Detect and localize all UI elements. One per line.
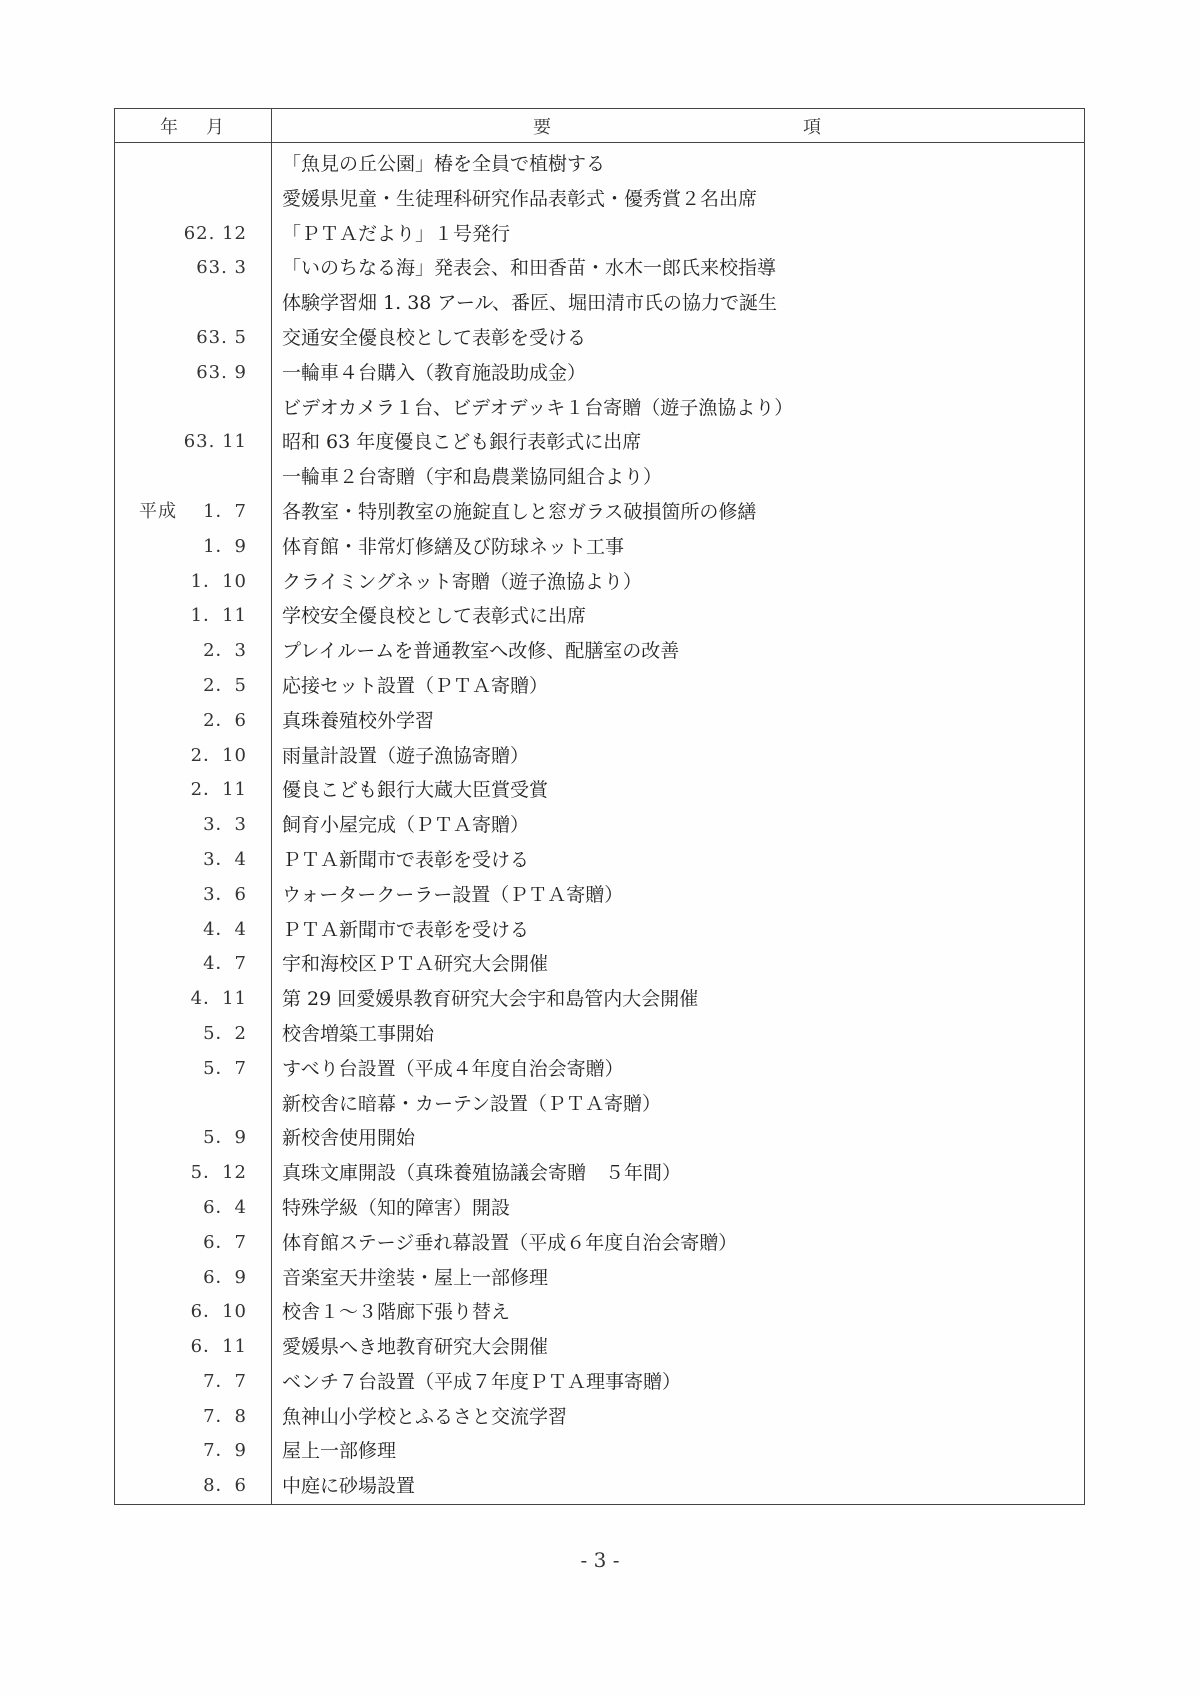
- date-cell: [115, 843, 272, 878]
- date-cell: [115, 982, 272, 1017]
- era-label: [115, 425, 139, 460]
- item-cell: クライミングネット寄贈（遊子漁協より）: [272, 565, 1085, 600]
- date-cell: [115, 1365, 272, 1400]
- item-cell: 愛媛県児童・生徒理科研究作品表彰式・優秀賞２名出席: [272, 182, 1085, 217]
- item-cell: 雨量計設置（遊子漁協寄贈）: [272, 739, 1085, 774]
- date-cell: [115, 1261, 272, 1296]
- date-cell-content: [115, 1365, 247, 1400]
- table-row: [115, 1469, 1085, 1504]
- date-value: 2．11: [190, 779, 247, 801]
- date-cell-content: [115, 217, 247, 252]
- table-row: [115, 460, 1085, 495]
- era-label: [115, 773, 139, 808]
- date-value: 8．6: [203, 1475, 247, 1497]
- era-label: [115, 599, 139, 634]
- table-row: [115, 1226, 1085, 1261]
- date-value: 1．7: [203, 500, 247, 522]
- era-label: [115, 1052, 139, 1087]
- item-cell: 体験学習畑 1. 38 アール、番匠、堀田清市氏の協力で誕生: [272, 286, 1085, 321]
- item-cell: 新校舎使用開始: [272, 1121, 1085, 1156]
- date-cell-content: [115, 1017, 247, 1052]
- date-cell-content: [115, 565, 247, 600]
- date-cell-content: [115, 1191, 247, 1226]
- table-row: [115, 878, 1085, 913]
- table-row: [115, 1191, 1085, 1226]
- date-value: 4．4: [203, 918, 247, 940]
- item-cell: 各教室・特別教室の施錠直しと窓ガラス破損箇所の修繕: [272, 495, 1085, 530]
- era-label: [115, 217, 139, 252]
- date-cell: [115, 704, 272, 739]
- era-label: [115, 1017, 139, 1052]
- date-value: 63. 3: [196, 257, 247, 279]
- date-value: 1．11: [190, 605, 247, 627]
- item-cell: 体育館・非常灯修繕及び防球ネット工事: [272, 530, 1085, 565]
- era-label: [115, 1469, 139, 1504]
- table-row: [115, 669, 1085, 704]
- date-cell: [115, 1295, 272, 1330]
- item-cell: 第 29 回愛媛県教育研究大会宇和島管内大会開催: [272, 982, 1085, 1017]
- era-label: [115, 704, 139, 739]
- date-cell-content: [115, 947, 247, 982]
- table-row: [115, 599, 1085, 634]
- date-value: 3．3: [203, 814, 247, 836]
- era-label: [115, 808, 139, 843]
- date-cell-content: [115, 251, 247, 286]
- era-label: [115, 982, 139, 1017]
- date-cell-content: [115, 634, 247, 669]
- era-label: [115, 1330, 139, 1365]
- date-cell-content: [115, 1261, 247, 1296]
- date-cell: [115, 391, 272, 426]
- era-label: [115, 1434, 139, 1469]
- item-cell: 応接セット設置（ＰＴＡ寄贈）: [272, 669, 1085, 704]
- date-cell: [115, 425, 272, 460]
- table-row: [115, 1261, 1085, 1296]
- table-row: [115, 495, 1085, 530]
- date-cell-content: [115, 773, 247, 808]
- table-row: [115, 947, 1085, 982]
- table-row: [115, 1156, 1085, 1191]
- era-label: [115, 947, 139, 982]
- date-cell-content: [115, 1400, 247, 1435]
- table-row: [115, 286, 1085, 321]
- date-value: 3．6: [203, 883, 247, 905]
- header-date-label-year: 年: [160, 116, 180, 138]
- date-cell-content: [115, 1226, 247, 1261]
- era-label: [115, 634, 139, 669]
- table-row: [115, 704, 1085, 739]
- table-row: [115, 1400, 1085, 1435]
- date-cell: [115, 286, 272, 321]
- table-row: [115, 530, 1085, 565]
- date-cell-content: [115, 843, 247, 878]
- era-label: [115, 251, 139, 286]
- item-cell: 屋上一部修理: [272, 1434, 1085, 1469]
- date-cell: [115, 251, 272, 286]
- date-value: 5．12: [190, 1162, 247, 1184]
- date-cell: [115, 530, 272, 565]
- era-label: 平成: [139, 500, 177, 522]
- item-cell: 真珠文庫開設（真珠養殖協議会寄贈 ５年間）: [272, 1156, 1085, 1191]
- item-cell: ベンチ７台設置（平成７年度ＰＴＡ理事寄贈）: [272, 1365, 1085, 1400]
- item-cell: 一輪車２台寄贈（宇和島農業協同組合より）: [272, 460, 1085, 495]
- date-cell: [115, 669, 272, 704]
- item-cell: 中庭に砂場設置: [272, 1469, 1085, 1504]
- date-value: 6．9: [203, 1266, 247, 1288]
- table-row: [115, 1121, 1085, 1156]
- date-value: 7．8: [203, 1405, 247, 1427]
- table-row: [115, 217, 1085, 252]
- era-label: [115, 1156, 139, 1191]
- item-cell: ＰＴＡ新聞市で表彰を受ける: [272, 843, 1085, 878]
- date-cell: [115, 878, 272, 913]
- date-cell: [115, 182, 272, 217]
- era-label: [115, 1295, 139, 1330]
- item-cell: 体育館ステージ垂れ幕設置（平成６年度自治会寄贈）: [272, 1226, 1085, 1261]
- era-label: [115, 669, 139, 704]
- date-cell-content: [115, 1156, 247, 1191]
- date-value: 63. 9: [196, 361, 247, 383]
- item-cell: 音楽室天井塗装・屋上一部修理: [272, 1261, 1085, 1296]
- table-row: [115, 425, 1085, 460]
- item-cell: 一輪車４台購入（教育施設助成金）: [272, 356, 1085, 391]
- date-cell-content: [115, 913, 247, 948]
- header-item: [272, 109, 1085, 143]
- table-row: [115, 634, 1085, 669]
- table-row: [115, 1017, 1085, 1052]
- date-cell-content: [115, 495, 247, 530]
- table-row: [115, 739, 1085, 774]
- date-value: 4．7: [203, 953, 247, 975]
- table-row: [115, 913, 1085, 948]
- era-label: [115, 739, 139, 774]
- date-cell: [115, 356, 272, 391]
- date-value: 6．11: [190, 1336, 247, 1358]
- table-row: [115, 251, 1085, 286]
- era-label: [115, 1261, 139, 1296]
- date-value: 6．4: [203, 1196, 247, 1218]
- item-cell: 特殊学級（知的障害）開設: [272, 1191, 1085, 1226]
- date-cell-content: [115, 1121, 247, 1156]
- item-cell: 飼育小屋完成（ＰＴＡ寄贈）: [272, 808, 1085, 843]
- date-value: 63. 5: [196, 326, 247, 348]
- date-value: 2．5: [203, 674, 247, 696]
- date-cell: [115, 1156, 272, 1191]
- table-body: [115, 143, 1085, 1505]
- date-cell: [115, 773, 272, 808]
- table-row: [115, 1052, 1085, 1087]
- date-cell: [115, 739, 272, 774]
- date-cell: [115, 1121, 272, 1156]
- item-cell: すべり台設置（平成４年度自治会寄贈）: [272, 1052, 1085, 1087]
- item-cell: 宇和海校区ＰＴＡ研究大会開催: [272, 947, 1085, 982]
- item-cell: 校舎増築工事開始: [272, 1017, 1085, 1052]
- era-label: [115, 356, 139, 391]
- item-cell: 校舎１～３階廊下張り替え: [272, 1295, 1085, 1330]
- era-label: [115, 913, 139, 948]
- date-value: 7．9: [203, 1440, 247, 1462]
- date-cell-content: [115, 599, 247, 634]
- table-row: [115, 391, 1085, 426]
- date-value: 2．3: [203, 640, 247, 662]
- date-cell: [115, 1017, 272, 1052]
- date-value: 3．4: [203, 848, 247, 870]
- item-cell: ＰＴＡ新聞市で表彰を受ける: [272, 913, 1085, 948]
- table-row: [115, 982, 1085, 1017]
- date-value: 63. 11: [183, 431, 247, 453]
- date-cell: [115, 460, 272, 495]
- date-cell: [115, 634, 272, 669]
- header-item-label-2: 項: [803, 116, 823, 138]
- header-date-label-month: 月: [206, 116, 226, 138]
- date-cell: [115, 1400, 272, 1435]
- era-label: [115, 1191, 139, 1226]
- item-cell: 交通安全優良校として表彰を受ける: [272, 321, 1085, 356]
- era-label: [115, 1121, 139, 1156]
- date-cell-content: [115, 1295, 247, 1330]
- page-number: - 3 -: [580, 1548, 620, 1572]
- table-row: [115, 1087, 1085, 1122]
- era-label: [115, 321, 139, 356]
- date-cell-content: [115, 669, 247, 704]
- date-cell: [115, 1330, 272, 1365]
- date-value: 2．6: [203, 709, 247, 731]
- date-value: 4．11: [190, 988, 247, 1010]
- date-cell: [115, 1434, 272, 1469]
- date-cell: [115, 321, 272, 356]
- item-cell: 魚神山小学校とふるさと交流学習: [272, 1400, 1085, 1435]
- table-row: [115, 843, 1085, 878]
- date-cell: [115, 1087, 272, 1122]
- date-cell-content: [115, 530, 247, 565]
- date-cell-content: [115, 739, 247, 774]
- item-cell: 昭和 63 年度優良こども銀行表彰式に出席: [272, 425, 1085, 460]
- date-cell: [115, 217, 272, 252]
- date-cell-content: [115, 1052, 247, 1087]
- era-label: [115, 565, 139, 600]
- table-row: [115, 773, 1085, 808]
- item-cell: 優良こども銀行大蔵大臣賞受賞: [272, 773, 1085, 808]
- header-item-label-1: 要: [533, 116, 553, 138]
- table-row: [115, 1295, 1085, 1330]
- item-cell: 「いのちなる海」発表会、和田香苗・水木一郎氏来校指導: [272, 251, 1085, 286]
- date-value: 1．10: [190, 570, 247, 592]
- date-cell: [115, 1191, 272, 1226]
- date-cell: [115, 1226, 272, 1261]
- era-label: [115, 1400, 139, 1435]
- table-row: [115, 1365, 1085, 1400]
- date-cell-content: [115, 878, 247, 913]
- item-cell: 「魚見の丘公園」椿を全員で植樹する: [272, 147, 1085, 182]
- date-cell: [115, 147, 272, 182]
- date-value: 2．10: [190, 744, 247, 766]
- era-label: [115, 843, 139, 878]
- era-label: [115, 1365, 139, 1400]
- date-cell: [115, 947, 272, 982]
- item-cell: ウォータークーラー設置（ＰＴＡ寄贈）: [272, 878, 1085, 913]
- item-cell: 真珠養殖校外学習: [272, 704, 1085, 739]
- date-value: 6．10: [190, 1301, 247, 1323]
- chronology-table: [114, 108, 1085, 1505]
- table-row: [115, 1434, 1085, 1469]
- item-cell: プレイルームを普通教室へ改修、配膳室の改善: [272, 634, 1085, 669]
- date-cell: [115, 1469, 272, 1504]
- item-cell: ビデオカメラ１台、ビデオデッキ１台寄贈（遊子漁協より）: [272, 391, 1085, 426]
- item-cell: 愛媛県へき地教育研究大会開催: [272, 1330, 1085, 1365]
- table-row: [115, 356, 1085, 391]
- era-label: [115, 1226, 139, 1261]
- table-row: [115, 147, 1085, 182]
- table-row: [115, 1330, 1085, 1365]
- item-cell: 新校舎に暗幕・カーテン設置（ＰＴＡ寄贈）: [272, 1087, 1085, 1122]
- table-row: [115, 565, 1085, 600]
- date-cell: [115, 565, 272, 600]
- date-value: 5．9: [203, 1127, 247, 1149]
- date-cell-content: [115, 704, 247, 739]
- date-cell-content: [115, 1469, 247, 1504]
- date-cell: [115, 1052, 272, 1087]
- date-cell: [115, 913, 272, 948]
- date-cell: [115, 808, 272, 843]
- date-value: 1．9: [203, 535, 247, 557]
- date-cell-content: [115, 982, 247, 1017]
- date-value: 5．2: [203, 1022, 247, 1044]
- date-cell: [115, 599, 272, 634]
- era-label: [115, 878, 139, 913]
- item-cell: 学校安全優良校として表彰式に出席: [272, 599, 1085, 634]
- item-cell: 「ＰＴＡだより」１号発行: [272, 217, 1085, 252]
- table-row: [115, 321, 1085, 356]
- date-cell-content: [115, 321, 247, 356]
- date-cell: [115, 495, 272, 530]
- date-value: 6．7: [203, 1231, 247, 1253]
- date-cell-content: [115, 1330, 247, 1365]
- table-row: [115, 182, 1085, 217]
- date-cell-content: [115, 1434, 247, 1469]
- date-cell-content: [115, 356, 247, 391]
- date-value: 5．7: [203, 1057, 247, 1079]
- header-date: [115, 109, 272, 143]
- era-label: [115, 530, 139, 565]
- date-value: 7．7: [203, 1370, 247, 1392]
- date-value: 62. 12: [183, 222, 247, 244]
- table-header-row: [115, 109, 1085, 143]
- date-cell-content: [115, 425, 247, 460]
- table-row: [115, 808, 1085, 843]
- date-cell-content: [115, 808, 247, 843]
